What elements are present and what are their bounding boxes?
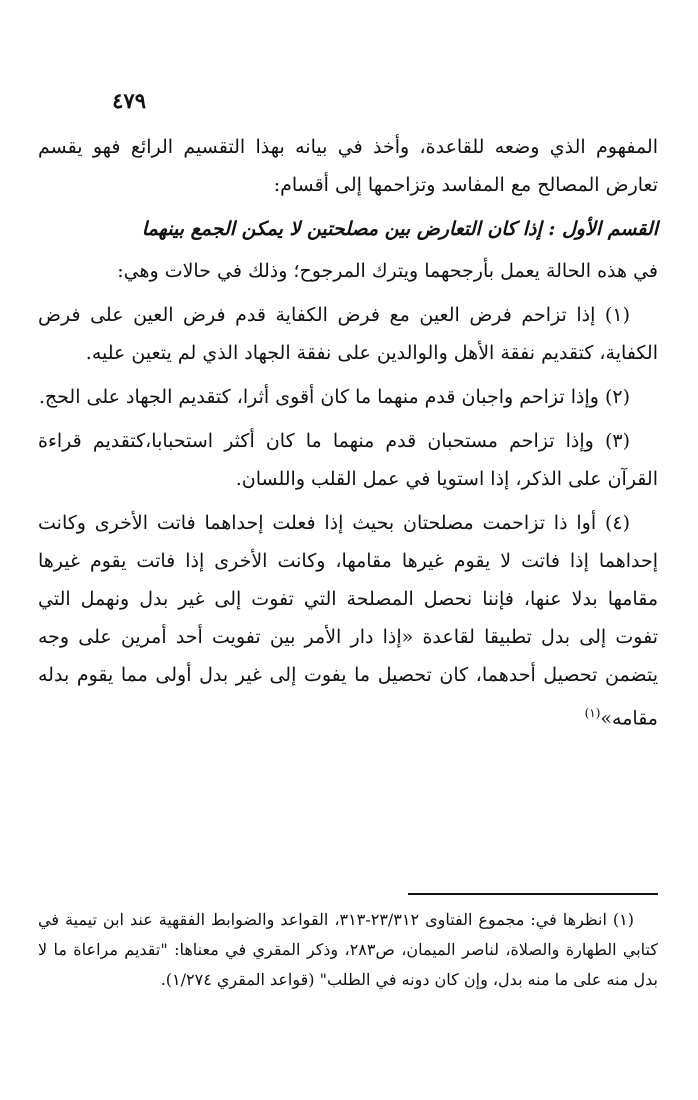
footnote-divider [408, 893, 658, 895]
list-item-1: (١) إذا تزاحم فرض العين مع فرض الكفاية قدم فرض العين على فرض الكفاية، كتقديم نفقة الأهل والوالدين على نفقة الجهاد الذي لم يتعين عليه. [38, 304, 658, 364]
main-text [38, 128, 658, 743]
section-intro-paragraph: في هذه الحالة يعمل بأرجحهما ويترك المرجوح؛ وذلك في حالات وهي: [117, 260, 658, 282]
section-heading: القسم الأول : إذا كان التعارض بين مصلحتين لا يمكن الجمع بينهما [141, 218, 658, 240]
list-item-4-text: (٤) أوا ذا تزاحمت مصلحتان بحيث إذا فعلت إحداهما فاتت الأخرى وكانت إحداهما إذا فاتت لا يقوم غيرها مقامها، وكانت الأخرى إذا فاتت يقوم غيرها مقامها بدلا عنها، فإننا نحصل المصلحة التي تفوت إلى غير بدل ونهمل التي تفوت إلى بدل تطبيقا لقاعدة «إذا دار الأمر بين تفويت أحد أمرين على وجه يتضمن تحصيل أحدهما، كان تحصيل ما يفوت إلى غير بدل أولى مما يقوم بدله مقامه» [38, 512, 658, 730]
intro-paragraph: المفهوم الذي وضعه للقاعدة، وأخذ في بيانه بهذا التقسيم الرائع فهو يقسم تعارض المصالح مع المفاسد وتزاحمها إلى أقسام: [38, 136, 658, 196]
footnotes [38, 905, 658, 995]
list-item-4 [38, 504, 658, 737]
footnote-1: (١) انظرها في: مجموع الفتاوى ٢٣/٣١٢-٣١٣، القواعد والضوابط الفقهية عند ابن تيمية في كتابي الطهارة والصلاة، لناصر الميمان، ص٢٨٣، وذكر المقري في معناها: "تقديم مراعاة ما لا بدل منه على ما منه بدل، وإن كان دونه في الطلب" (قواعد المقري ١/٢٧٤). [38, 910, 659, 989]
list-item-2: (٢) وإذا تزاحم واجبان قدم منهما ما كان أقوى أثرا، كتقديم الجهاد على الحج. [38, 386, 630, 408]
footnote-reference: (١) [584, 706, 601, 720]
page-number: ٤٧٩ [112, 88, 146, 113]
list-item-3: (٣) وإذا تزاحم مستحبان قدم منهما ما كان أكثر استحبابا،كتقديم قراءة القرآن على الذكر، إذا استويا في عمل القلب واللسان. [38, 430, 658, 490]
